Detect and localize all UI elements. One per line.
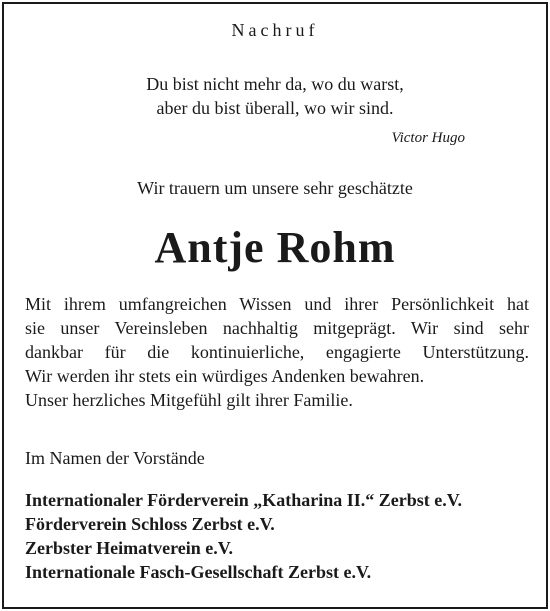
organization-name: Internationaler Förderverein „Katharina II.“ Zerbst e.V. <box>25 490 462 510</box>
body-line: dankbar für die kontinuierliche, engagierte Unterstützung. <box>25 342 529 362</box>
organization-name: Förderverein Schloss Zerbst e.V. <box>25 514 275 534</box>
body-line: Wir werden ihr stets ein würdiges Andenken bewahren. <box>25 366 425 386</box>
body-line: Mit ihrem umfangreichen Wissen und ihrer Persönlichkeit hat <box>25 294 529 314</box>
signoff-text: Im Namen der Vorstände <box>25 448 205 468</box>
organization-name: Internationale Fasch-Gesellschaft Zerbst e.V. <box>25 562 372 582</box>
organization-name: Zerbster Heimatverein e.V. <box>25 538 233 558</box>
quote-line: aber du bist überall, wo wir sind. <box>156 98 394 118</box>
body-line: sie unser Vereinsleben nachhaltig mitgeprägt. Wir sind sehr <box>25 318 529 338</box>
organization-list <box>25 488 462 584</box>
quote-block <box>0 72 550 120</box>
obituary-body <box>25 292 529 412</box>
obituary-heading: Nachruf <box>231 20 319 40</box>
deceased-name: Antje Rohm <box>154 223 396 272</box>
mourning-intro: Wir trauern um unsere sehr geschätzte <box>137 178 413 198</box>
quote-line: Du bist nicht mehr da, wo du warst, <box>146 74 404 94</box>
quote-author: Victor Hugo <box>391 130 465 146</box>
body-line: Unser herzliches Mitgefühl gilt ihrer Familie. <box>25 390 353 410</box>
